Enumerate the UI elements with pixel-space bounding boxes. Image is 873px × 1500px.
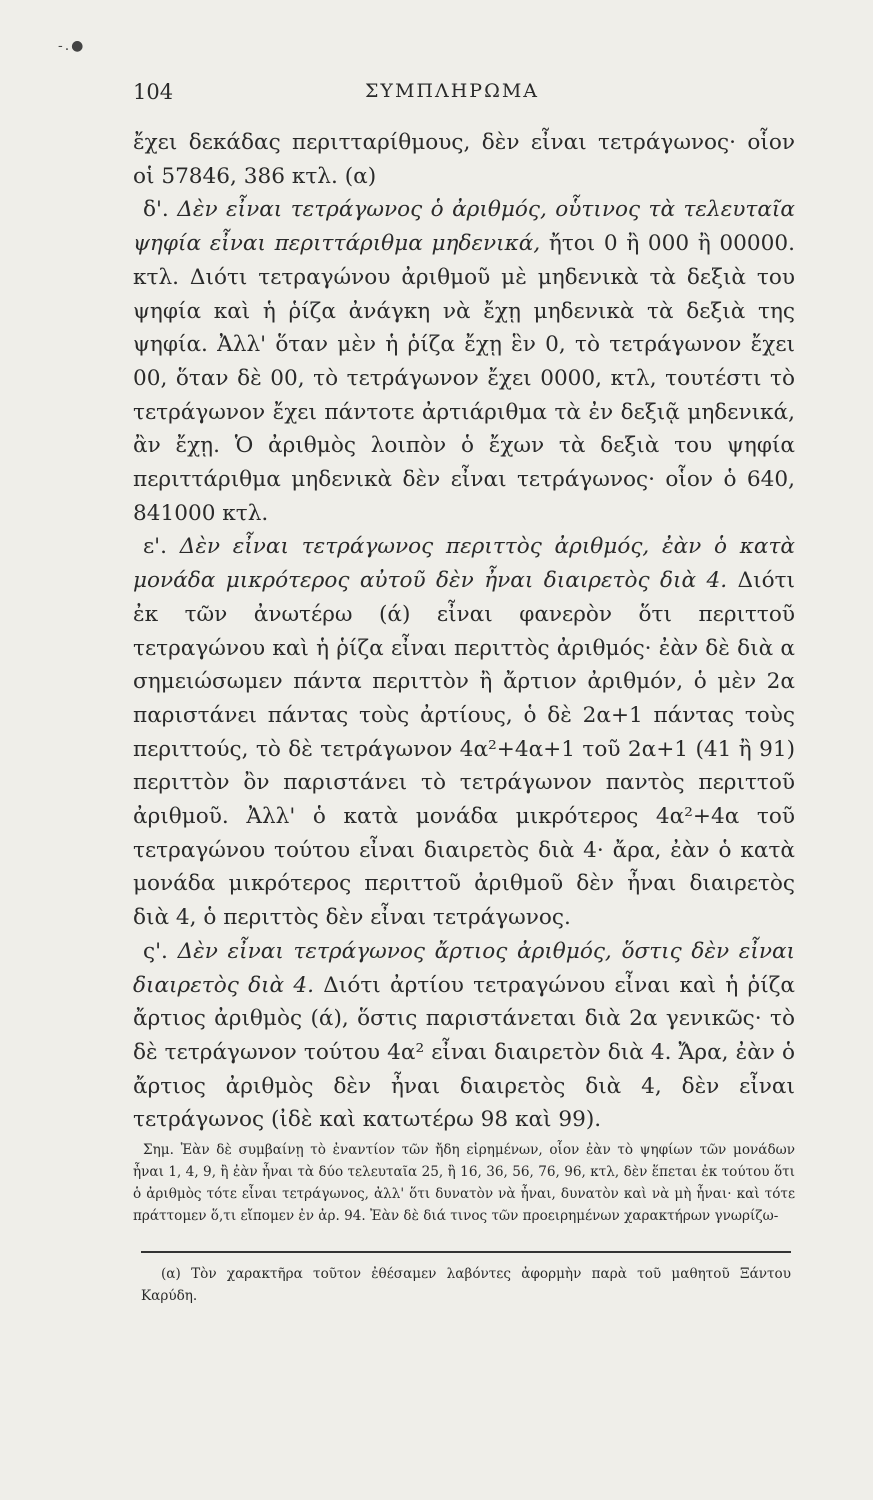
remark-text: Σημ. Ἐὰν δὲ συμβαίνῃ τὸ ἐναντίον τῶν ἤδη εἰρημένων, οἷον ἐὰν τὸ ψηφίων τῶν μονάδων ἦναι 1, 4, 9, ἢ ἐὰν ἦναι τὰ δύο τελευταῖα 25, ἢ 16, 36, 56, 76, 96, κτλ, δὲν ἕπεται ἐκ τούτου ὅτι ὁ ἀριθμὸς τότε εἶναι τετράγωνος, ἀλλ' ὅτι δυνατὸν νὰ ἦναι, δυνατὸν καὶ νὰ μὴ ἦναι· καὶ τότε πράττομεν ὅ,τι εἴπομεν ἐν ἀρ. 94. Ἐὰν δὲ διά τινος τῶν προειρημένων χαρακτήρων γνωρίζω- (133, 1142, 795, 1225)
proof-text: Διότι ἐκ τῶν ἀνωτέρω (ά) εἶναι φανερὸν ὅτι περιττοῦ τετραγώνου καὶ ἡ ῥίζα εἶναι περιττὸς ἀριθμός· ἐὰν δὲ διὰ α σημειώσωμεν πάντα περιττὸν ἢ ἄρτιον ἀριθμόν, ὁ μὲν 2α παριστάνει πάντας τοὺς ἀρτίους, ὁ δὲ 2α+1 πάντας τοὺς περιττούς, τὸ δὲ τετράγωνον 4α²+4α+1 τοῦ 2α+1 (41 ἢ 91) περιττὸν ὂν παριστάνει τὸ τετράγωνον παντὸς περιττοῦ ἀριθμοῦ. Ἀλλ' ὁ κατὰ μονάδα μικρότερος 4α²+4α τοῦ τετραγώνου τούτου εἶναι διαιρετὸς διὰ 4· ἄρα, ἐὰν ὁ κατὰ μονάδα μικρότερος περιττοῦ ἀριθμοῦ δὲν ἦναι διαιρετὸς διὰ 4, ὁ περιττὸς δὲν εἶναι τετράγωνος. (133, 568, 796, 931)
paragraph-continuation: ἔχει δεκάδας περιτταρίθμους, δὲν εἶναι τετράγωνος· οἷον οἱ 57846, 386 κτλ. (α) (133, 130, 795, 189)
footnote-rule (141, 1251, 791, 1253)
paragraph-label: δ'. (143, 197, 169, 223)
running-title: ΣΥΜΠΛΗΡΩΜΑ (365, 80, 540, 102)
remark-note (133, 1139, 795, 1227)
proposition-text: Δὲν εἶναι τετράγωνος ἄρτιος ἀριθμός, ὅστις δὲν εἶναι διαιρετὸς διὰ 4. (133, 938, 795, 998)
paragraph-stigma (133, 935, 795, 1137)
paragraph-label: ε'. (143, 534, 167, 560)
proof-text: ἤτοι 0 ἢ 000 ἢ 00000. κτλ. Διότι τετραγώνου ἀριθμοῦ μὲ μηδενικὰ τὰ δεξιὰ του ψηφία καὶ ἡ ῥίζα ἀνάγκη νὰ ἔχῃ μηδενικὰ τὰ δεξιὰ της ψηφία. Ἀλλ' ὅταν μὲν ἡ ῥίζα ἔχῃ ἓν 0, τὸ τετράγωνον ἔχει 00, ὅταν δὲ 00, τὸ τετράγωνον ἔχει 0000, κτλ, τουτέστι τὸ τετράγωνον ἔχει πάντοτε ἀρτιάριθμα τὰ ἐν δεξιᾷ μηδενικά, ἂν ἔχῃ. Ὁ ἀριθμὸς λοιπὸν ὁ ἔχων τὰ δεξιὰ του ψηφία περιττάριθμα μηδενικὰ δὲν εἶναι τετράγωνος· οἷον ὁ 640, 841000 κτλ. (133, 231, 795, 526)
page-number: 104 (133, 80, 174, 104)
proposition-text: Δὲν εἶναι τετράγωνος περιττὸς ἀριθμός, ἐὰν ὁ κατὰ μονάδα μικρότερος αὐτοῦ δὲν ἦναι διαιρετὸς διὰ 4. (133, 534, 795, 594)
paragraph-label: ς'. (143, 938, 168, 964)
ink-speck-mark: -.● (58, 38, 86, 54)
footnote-text: (α) Τὸν χαρακτῆρα τοῦτον ἐθέσαμεν λαβόντες ἀφορμὴν παρὰ τοῦ μαθητοῦ Ξάντου Καρύδη. (141, 1266, 791, 1304)
proof-text: Διότι ἀρτίου τετραγώνου εἶναι καὶ ἡ ῥίζα ἄρτιος ἀριθμὸς (ά), ὅστις παριστάνεται διὰ 2α γενικῶς· τὸ δὲ τετράγωνον τούτου 4α² εἶναι διαιρετὸν διὰ 4. Ἄρα, ἐὰν ὁ ἄρτιος ἀριθμὸς δὲν ἦναι διαιρετὸς διὰ 4, δὲν εἶναι τετράγωνος (ἰδὲ καὶ κατωτέρω 98 καὶ 99). (133, 972, 795, 1133)
paragraph-delta (133, 193, 795, 530)
paragraph-epsilon (133, 530, 795, 934)
footnote (141, 1263, 791, 1307)
proposition-text: Δὲν εἶναι τετράγωνος ὁ ἀριθμός, οὗτινος τὰ τελευταῖα ψηφία εἶναι περιττάριθμα μηδενικά, (133, 197, 795, 257)
main-text (133, 126, 795, 1227)
running-head (133, 80, 793, 110)
